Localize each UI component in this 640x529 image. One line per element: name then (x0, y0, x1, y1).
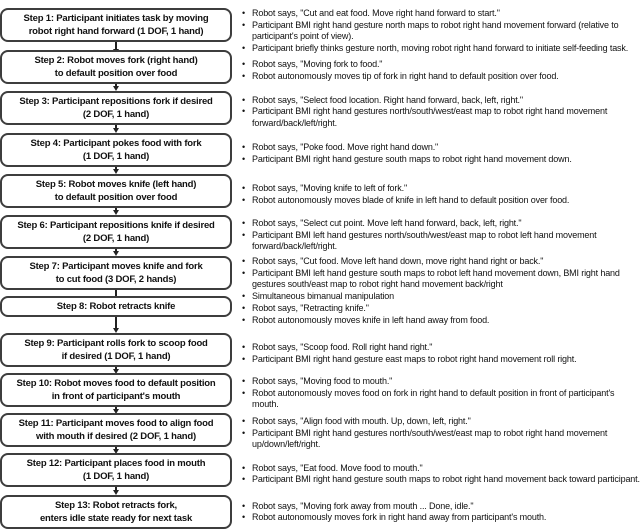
step-9-flow (0, 333, 232, 374)
step-box-line: to cut food (3 DOF, 2 hands) (55, 274, 177, 285)
bullet-icon: • (242, 500, 246, 511)
list-item (242, 463, 640, 475)
list-item (242, 303, 640, 315)
step-6-row (0, 215, 640, 256)
bullet-icon: • (242, 462, 246, 473)
bullet-icon: • (242, 229, 246, 240)
list-item (242, 195, 640, 207)
down-arrow-icon (113, 317, 119, 333)
note-text: Robot says, "Align food with mouth. Up, down, left, right." (252, 416, 471, 427)
bullet-icon: • (242, 342, 246, 352)
note-text: Robot says, "Scoop food. Roll right hand right." (252, 342, 433, 352)
step-box-line: Step 10: Robot moves food to default position (16, 378, 216, 389)
step-box-line: Step 2: Robot moves fork (right hand) (34, 55, 198, 66)
step-box-line: Step 12: Participant places food in mouth (26, 458, 206, 469)
step-12-flow (0, 453, 232, 495)
note-text: Robot says, "Moving knife to left of fork." (252, 183, 408, 193)
step-11-row (0, 413, 640, 453)
step-9-notes (242, 333, 640, 374)
step-5-notes (242, 174, 640, 215)
note-text: Robot autonomously moves food on fork in right hand to default position in front of participant's mouth. (252, 387, 615, 410)
step-9-box (0, 333, 232, 367)
note-text: Robot says, "Moving fork away from mouth ... Done, idle." (252, 500, 474, 511)
step-3-box (0, 91, 232, 125)
note-text: Robot says, "Moving fork to food." (252, 59, 383, 69)
bullet-icon: • (242, 94, 246, 105)
list-item (242, 354, 640, 366)
list-item (242, 512, 640, 524)
note-text: Robot says, "Select cut point. Move left hand forward, back, left, right." (252, 218, 522, 229)
list-item (242, 95, 640, 107)
note-text: Robot autonomously moves knife in left hand away from food. (252, 314, 490, 325)
note-text: Participant BMI left hand gestures north/south/west/east map to robot left hand movement forward/back/left/right. (252, 229, 597, 252)
bullet-icon: • (242, 194, 246, 205)
note-text: Participant BMI right hand gesture north maps to robot right hand movement forward (relative to participant's point of view). (252, 19, 619, 41)
step-box-line: Step 8: Robot retracts knife (56, 301, 176, 312)
step-box-line: (1 DOF, 1 hand) (82, 151, 150, 162)
step-4-row (0, 133, 640, 174)
list-item (242, 71, 640, 83)
down-arrow-icon (113, 249, 119, 256)
step-box-line: (2 DOF, 1 hand) (82, 233, 150, 244)
list-item (242, 142, 640, 154)
note-text: Participant BMI right hand gesture east maps to robot right hand movement roll right. (252, 353, 577, 364)
note-text: Robot autonomously moves tip of fork in right hand to default position over food. (252, 70, 559, 81)
list-item (242, 268, 640, 291)
step-1-notes (242, 8, 640, 54)
step-3-notes (242, 91, 640, 133)
step-13-notes (242, 495, 640, 529)
step-2-flow (0, 50, 232, 91)
step-7-row (0, 256, 640, 301)
step-9-row (0, 333, 640, 373)
step-10-flow (0, 373, 232, 414)
step-1-box (0, 8, 232, 42)
list-item (242, 376, 640, 388)
list-item (242, 474, 640, 486)
bullet-icon: • (242, 303, 246, 313)
step-4-flow (0, 133, 232, 174)
step-box-line: Step 13: Robot retracts fork, (55, 500, 177, 511)
step-11-flow (0, 413, 232, 454)
step-box-line: Step 9: Participant rolls fork to scoop food (24, 338, 208, 349)
list-item (242, 388, 640, 411)
note-text: Participant BMI right hand gestures north/south/west/east map to robot right hand movement forward/back/left/right. (252, 106, 608, 128)
down-arrow-icon (113, 84, 119, 91)
note-text: Participant BMI right hand gesture south maps to robot right hand movement down. (252, 153, 572, 164)
step-11-box (0, 413, 232, 447)
note-text: Simultaneous bimanual manipulation (252, 290, 394, 301)
step-box-line: Step 5: Robot moves knife (left hand) (35, 179, 197, 190)
step-8-notes (242, 296, 640, 333)
step-5-box (0, 174, 232, 208)
list-item (242, 106, 640, 129)
step-2-box (0, 50, 232, 84)
bullet-icon: • (242, 387, 246, 398)
list-item (242, 154, 640, 166)
bullet-icon: • (242, 70, 246, 81)
step-6-box (0, 215, 232, 249)
step-1-row (0, 8, 640, 53)
step-1-flow (0, 8, 232, 54)
step-box-line: Step 4: Participant pokes food with fork (30, 138, 202, 149)
step-13-flow (0, 495, 232, 529)
step-12-box (0, 453, 232, 487)
step-8-flow (0, 296, 232, 333)
list-item (242, 8, 640, 20)
list-item (242, 416, 640, 428)
bullet-icon: • (242, 183, 246, 193)
list-item (242, 20, 640, 43)
step-7-box (0, 256, 232, 290)
bullet-icon: • (242, 353, 246, 364)
step-box-line: with mouth if desired (2 DOF, 1 hand) (36, 431, 196, 442)
down-arrow-icon (113, 487, 119, 495)
step-11-notes (242, 413, 640, 454)
note-text: Participant briefly thinks gesture north, moving robot right hand forward to initiate self-feeding task. (252, 42, 629, 53)
step-8-box (0, 296, 232, 317)
bullet-icon: • (242, 267, 246, 278)
step-6-flow (0, 215, 232, 256)
bullet-icon: • (242, 416, 246, 427)
down-arrow-icon (113, 125, 119, 133)
note-text: Robot autonomously moves fork in right hand away from participant's mouth. (252, 512, 547, 522)
note-text: Participant BMI right hand gesture south maps to robot right hand movement back toward participant. (252, 474, 640, 484)
bullet-icon: • (242, 142, 246, 152)
bullet-icon: • (242, 19, 246, 30)
bullet-icon: • (242, 512, 246, 522)
list-item (242, 256, 640, 268)
bullet-icon: • (242, 59, 246, 69)
step-5-flow (0, 174, 232, 215)
step-box-line: Step 1: Participant initiates task by moving (23, 13, 209, 24)
step-box-line: Step 3: Participant repositions fork if desired (19, 96, 213, 107)
bullet-icon: • (242, 474, 246, 484)
bullet-icon: • (242, 256, 246, 266)
list-item (242, 315, 640, 327)
step-box-line: (2 DOF, 1 hand) (82, 109, 150, 120)
down-arrow-icon (113, 208, 119, 215)
step-box-line: to default position over food (54, 192, 178, 203)
note-text: Robot says, "Poke food. Move right hand down." (252, 142, 439, 152)
note-text: Robot says, "Eat food. Move food to mouth." (252, 462, 423, 473)
step-5-row (0, 174, 640, 215)
step-6-notes (242, 215, 640, 256)
bullet-icon: • (242, 8, 246, 18)
step-2-row (0, 50, 640, 91)
step-10-box (0, 373, 232, 407)
bullet-icon: • (242, 106, 246, 117)
step-box-line: enters idle state ready for next task (39, 513, 193, 524)
bullet-icon: • (242, 314, 246, 325)
note-text: Robot says, "Moving food to mouth." (252, 376, 393, 387)
step-4-box (0, 133, 232, 167)
bullet-icon: • (242, 376, 246, 387)
step-4-notes (242, 133, 640, 174)
note-text: Robot says, "Cut and eat food. Move right hand forward to start." (252, 8, 500, 18)
step-box-line: in front of participant's mouth (51, 391, 181, 402)
step-13-row (0, 495, 640, 525)
step-10-notes (242, 373, 640, 414)
step-8-row (0, 296, 640, 333)
note-text: Robot autonomously moves blade of knife in left hand to default position over food. (252, 194, 570, 205)
list-item (242, 501, 640, 513)
step-box-line: Step 11: Participant moves food to align food (18, 418, 214, 429)
bullet-icon: • (242, 218, 246, 229)
note-text: Robot says, "Select food location. Right hand forward, back, left, right." (252, 94, 523, 105)
step-12-row (0, 453, 640, 495)
bullet-icon: • (242, 153, 246, 164)
step-13-box (0, 495, 232, 529)
step-box-line: to default position over food (54, 68, 178, 79)
step-2-notes (242, 50, 640, 91)
bullet-icon: • (242, 427, 246, 438)
list-item (242, 342, 640, 354)
step-box-line: if desired (1 DOF, 1 hand) (61, 351, 171, 362)
step-box-line: Step 6: Participant repositions knife if desired (17, 220, 215, 231)
note-text: Robot says, "Retracting knife." (252, 303, 369, 313)
step-box-line: robot right hand forward (1 DOF, 1 hand) (28, 26, 204, 37)
list-item (242, 428, 640, 451)
note-text: Robot says, "Cut food. Move left hand down, move right hand right or back." (252, 256, 544, 266)
step-box-line: Step 7: Participant moves knife and fork (29, 261, 203, 272)
step-12-notes (242, 453, 640, 495)
step-3-row (0, 91, 640, 133)
down-arrow-icon (113, 167, 119, 174)
step-box-line: (1 DOF, 1 hand) (82, 471, 150, 482)
step-10-row (0, 373, 640, 413)
list-item (242, 230, 640, 253)
list-item (242, 183, 640, 195)
note-text: Participant BMI left hand gesture south maps to robot left hand movement down, BMI right hand gestures south/east map to robot right hand movement back/right (252, 267, 620, 289)
list-item (242, 218, 640, 230)
bullet-icon: • (242, 42, 246, 53)
list-item (242, 59, 640, 71)
note-text: Participant BMI right hand gestures north/south/west/east map to robot right hand movement up/down/left/right. (252, 427, 608, 450)
bullet-icon: • (242, 290, 246, 301)
step-3-flow (0, 91, 232, 133)
